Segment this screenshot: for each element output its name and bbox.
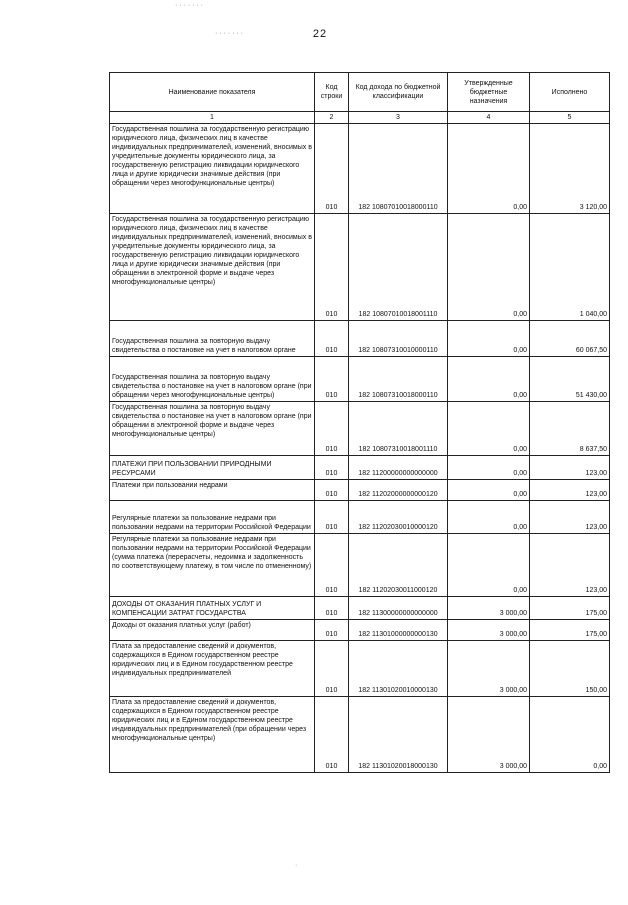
row-kbk: 182 10807010018001110 — [349, 214, 448, 321]
row-name: Плата за предоставление сведений и документов, содержащихся в Едином государственном реестре юридических лиц и в Едином государственном реестре индивидуальных предпринимателей — [110, 641, 315, 697]
row-approved: 3 000,00 — [448, 641, 530, 697]
row-approved: 0,00 — [448, 124, 530, 214]
row-name: Государственная пошлина за государственную регистрацию юридического лица, физических лиц в качестве индивидуальных предпринимателей, изменений, вносимых в учредительные документы юридического лица, за государственную регистрацию ликвидации юридического лица и другие юридически значимые действия (при обращении в электронной форме и выдаче через многофункциональные центры) — [110, 214, 315, 321]
row-kbk: 182 11202030010000120 — [349, 501, 448, 534]
row-executed: 175,00 — [530, 620, 610, 641]
table-row — [110, 214, 610, 321]
row-approved: 3 000,00 — [448, 697, 530, 773]
row-executed: 0,00 — [530, 697, 610, 773]
row-code: 010 — [315, 357, 349, 402]
row-kbk: 182 10807010018000110 — [349, 124, 448, 214]
row-code: 010 — [315, 597, 349, 620]
row-code: 010 — [315, 214, 349, 321]
row-executed: 3 120,00 — [530, 124, 610, 214]
row-name: ПЛАТЕЖИ ПРИ ПОЛЬЗОВАНИИ ПРИРОДНЫМИ РЕСУРСАМИ — [110, 456, 315, 480]
header-code: Код строки — [315, 73, 349, 112]
row-approved: 0,00 — [448, 501, 530, 534]
row-approved: 0,00 — [448, 456, 530, 480]
column-number: 2 — [315, 112, 349, 124]
row-code: 010 — [315, 321, 349, 357]
row-name: ДОХОДЫ ОТ ОКАЗАНИЯ ПЛАТНЫХ УСЛУГ И КОМПЕНСАЦИИ ЗАТРАТ ГОСУДАРСТВА — [110, 597, 315, 620]
row-code: 010 — [315, 534, 349, 597]
table-row — [110, 124, 610, 214]
row-executed: 8 637,50 — [530, 402, 610, 456]
page-number: 22 — [312, 28, 328, 40]
table-header-row — [110, 73, 610, 112]
row-name: Государственная пошлина за повторную выдачу свидетельства о постановке на учет в налоговом органе — [110, 321, 315, 357]
table-row — [110, 620, 610, 641]
row-kbk: 182 11202030011000120 — [349, 534, 448, 597]
row-approved: 0,00 — [448, 357, 530, 402]
column-number: 4 — [448, 112, 530, 124]
table-row — [110, 697, 610, 773]
table-row — [110, 501, 610, 534]
row-name: Плата за предоставление сведений и документов, содержащихся в Едином государственном реестре юридических лиц и в Едином государственном реестре индивидуальных предпринимателей (при обращении через многофункциональные центры) — [110, 697, 315, 773]
row-approved: 0,00 — [448, 534, 530, 597]
row-approved: 0,00 — [448, 214, 530, 321]
row-executed: 123,00 — [530, 534, 610, 597]
row-code: 010 — [315, 620, 349, 641]
row-kbk: 182 11200000000000000 — [349, 456, 448, 480]
table-row — [110, 456, 610, 480]
row-kbk: 182 10807310010000110 — [349, 321, 448, 357]
row-code: 010 — [315, 501, 349, 534]
row-name: Регулярные платежи за пользование недрами при пользовании недрами на территории Российской Федерации — [110, 501, 315, 534]
table-row — [110, 321, 610, 357]
row-executed: 60 067,50 — [530, 321, 610, 357]
column-number: 3 — [349, 112, 448, 124]
table-row — [110, 480, 610, 501]
row-executed: 150,00 — [530, 641, 610, 697]
row-kbk: 182 11301020010000130 — [349, 641, 448, 697]
column-number: 5 — [530, 112, 610, 124]
row-code: 010 — [315, 641, 349, 697]
header-approved: Утвержденные бюджетные назначения — [448, 73, 530, 112]
header-executed: Исполнено — [530, 73, 610, 112]
row-approved: 3 000,00 — [448, 620, 530, 641]
row-approved: 0,00 — [448, 402, 530, 456]
table-row — [110, 402, 610, 456]
row-name: Регулярные платежи за пользование недрами при пользовании недрами на территории Российской Федерации (сумма платежа (перерасчеты, недоимка и задолженность по соответствующему платежу, в том числе по отмененному) — [110, 534, 315, 597]
revenue-table — [109, 72, 610, 773]
row-approved: 3 000,00 — [448, 597, 530, 620]
row-code: 010 — [315, 402, 349, 456]
row-code: 010 — [315, 124, 349, 214]
row-executed: 123,00 — [530, 456, 610, 480]
row-code: 010 — [315, 456, 349, 480]
row-executed: 123,00 — [530, 501, 610, 534]
row-kbk: 182 11301000000000130 — [349, 620, 448, 641]
table-row — [110, 534, 610, 597]
row-kbk: 182 11301020018000130 — [349, 697, 448, 773]
row-code: 010 — [315, 697, 349, 773]
row-executed: 51 430,00 — [530, 357, 610, 402]
row-kbk: 182 11300000000000000 — [349, 597, 448, 620]
row-executed: 123,00 — [530, 480, 610, 501]
row-name: Доходы от оказания платных услуг (работ) — [110, 620, 315, 641]
table-row — [110, 597, 610, 620]
row-kbk: 182 10807310018001110 — [349, 402, 448, 456]
header-kbk: Код дохода по бюджетной классификации — [349, 73, 448, 112]
row-executed: 1 040,00 — [530, 214, 610, 321]
row-approved: 0,00 — [448, 480, 530, 501]
row-executed: 175,00 — [530, 597, 610, 620]
row-name: Платежи при пользовании недрами — [110, 480, 315, 501]
row-name: Государственная пошлина за повторную выдачу свидетельства о постановке на учет в налоговом органе (при обращении в электронной форме и выдаче через многофункциональные центры) — [110, 402, 315, 456]
row-kbk: 182 10807310018000110 — [349, 357, 448, 402]
row-name: Государственная пошлина за государственную регистрацию юридического лица, физических лиц в качестве индивидуальных предпринимателей, изменений, вносимых в учредительные документы юридического лица, за государственную регистрацию ликвидации юридического лица и другие юридически значимые действия (при обращении через многофункциональные центры) — [110, 124, 315, 214]
row-code: 010 — [315, 480, 349, 501]
row-kbk: 182 11202000000000120 — [349, 480, 448, 501]
row-approved: 0,00 — [448, 321, 530, 357]
table-row — [110, 641, 610, 697]
row-name: Государственная пошлина за повторную выдачу свидетельства о постановке на учет в налоговом органе (при обращении через многофункциональные центры) — [110, 357, 315, 402]
header-name: Наименование показателя — [110, 73, 315, 112]
column-number-row — [110, 112, 610, 124]
table-row — [110, 357, 610, 402]
column-number: 1 — [110, 112, 315, 124]
